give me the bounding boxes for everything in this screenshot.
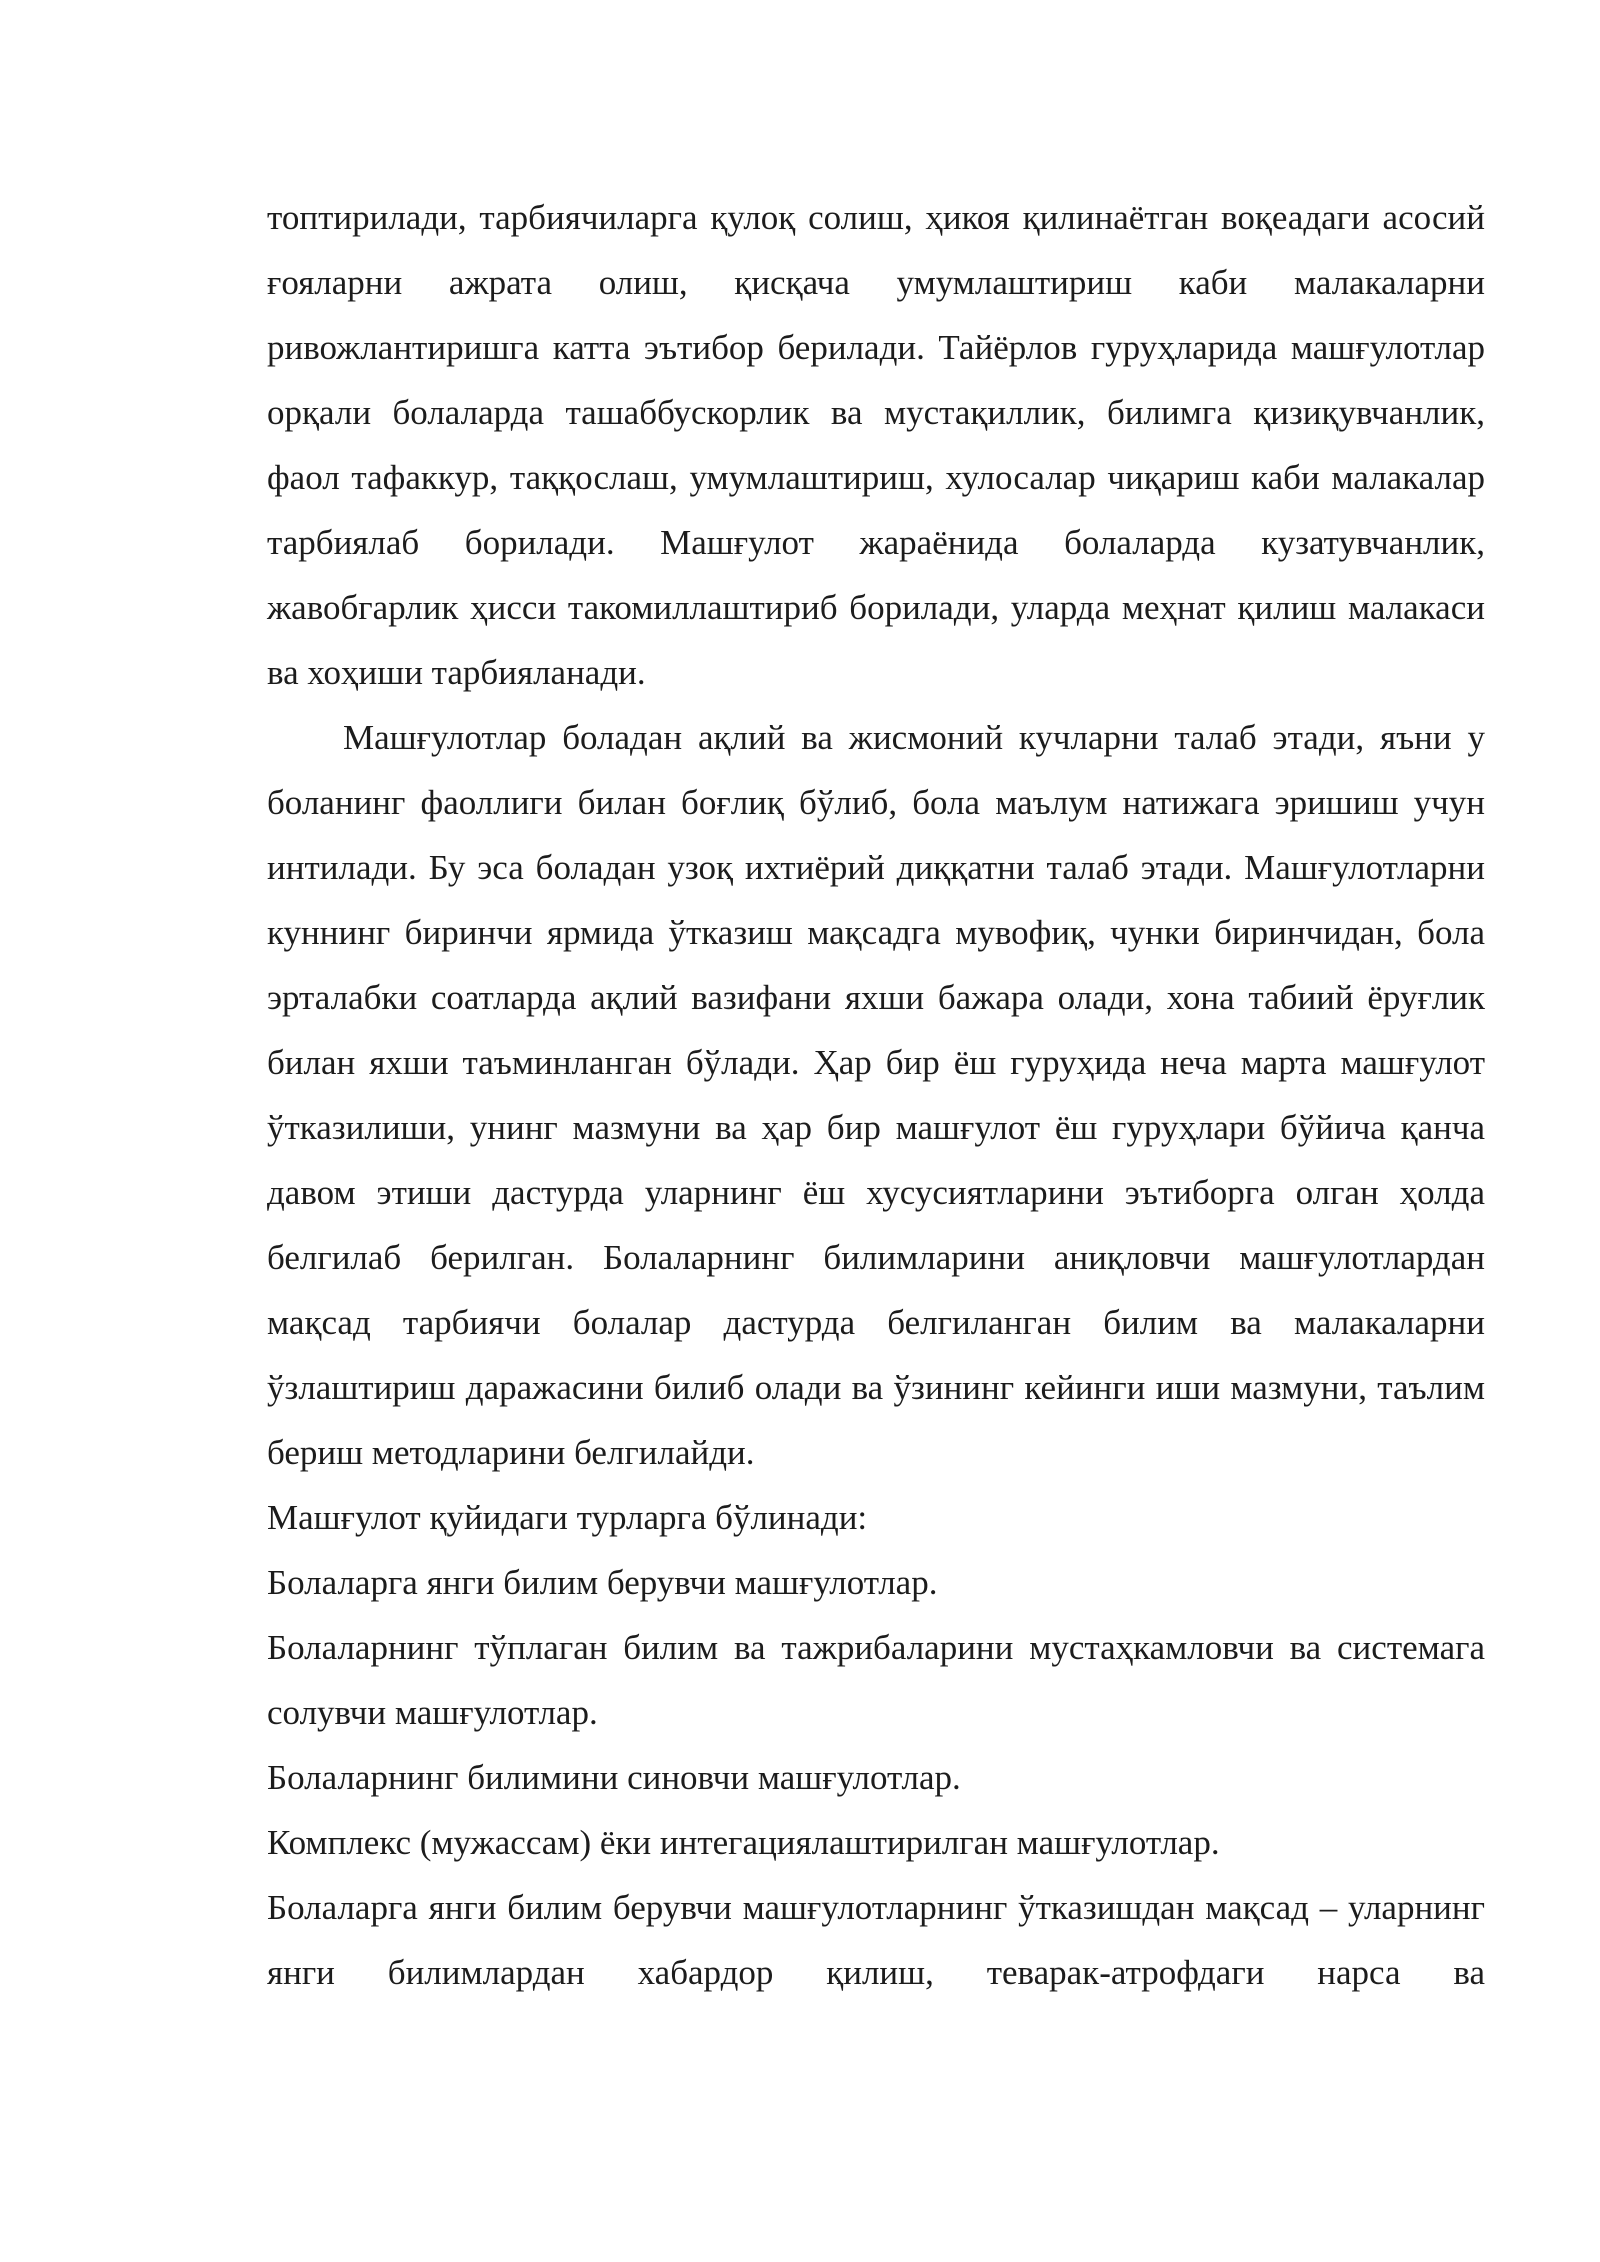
list-item-4: Комплекс (мужассам) ёки интегациялаштирилган машғулотлар.: [267, 1823, 1220, 1862]
document-body: [267, 185, 1485, 2005]
list-item-1: Болаларга янги билим берувчи машғулотлар.: [267, 1563, 938, 1602]
list-item-3: Болаларнинг билимини синовчи машғулотлар.: [267, 1758, 961, 1797]
closing-paragraph: Болаларга янги билим берувчи машғулотларнинг ўтказишдан мақсад – уларнинг янги билимлардан хабардор қилиш, теварак-атрофдаги нарса ва: [267, 1888, 1485, 1992]
list-item-2: Болаларнинг тўплаган билим ва тажрибаларини мустаҳкамловчи ва системага солувчи машғулотлар.: [267, 1628, 1485, 1732]
list-intro: Машғулот қуйидаги турларга бўлинади:: [267, 1498, 868, 1537]
paragraph-2: Машғулотлар боладан ақлий ва жисмоний кучларни талаб этади, яъни у боланинг фаоллиги билан боғлиқ бўлиб, бола маълум натижага эришиш учун интилади. Бу эса боладан узоқ ихтиёрий диққатни талаб этади. Машғулотларни куннинг биринчи ярмида ўтказиш мақсадга мувофиқ, чунки биринчидан, бола эрталабки соатларда ақлий вазифани яхши бажара олади, хона табиий ёруғлик билан яхши таъминланган бўлади. Ҳар бир ёш гуруҳида неча марта машғулот ўтказилиши, унинг мазмуни ва ҳар бир машғулот ёш гуруҳлари бўйича қанча давом этиши дастурда уларнинг ёш хусусиятларини эътиборга олган ҳолда белгилаб берилган. Болаларнинг билимларини аниқловчи машғулотлардан мақсад тарбиячи болалар дастурда белгиланган билим ва малакаларни ўзлаштириш даражасини билиб олади ва ўзининг кейинги иши мазмуни, таълим бериш методларини белгилайди.: [267, 718, 1485, 1472]
paragraph-1: топтирилади, тарбиячиларга қулоқ солиш, ҳикоя қилинаётган воқеадаги асосий ғояларни ажрата олиш, қисқача умумлаштириш каби малакаларни ривожлантиришга катта эътибор берилади. Тайёрлов гуруҳларида машғулотлар орқали болаларда ташаббускорлик ва мустақиллик, билимга қизиқувчанлик, фаол тафаккур, таққослаш, умумлаштириш, хулосалар чиқариш каби малакалар тарбиялаб борилади. Машғулот жараёнида болаларда кузатувчанлик, жавобгарлик ҳисси такомиллаштириб борилади, уларда меҳнат қилиш малакаси ва хоҳиши тарбияланади.: [267, 198, 1485, 692]
